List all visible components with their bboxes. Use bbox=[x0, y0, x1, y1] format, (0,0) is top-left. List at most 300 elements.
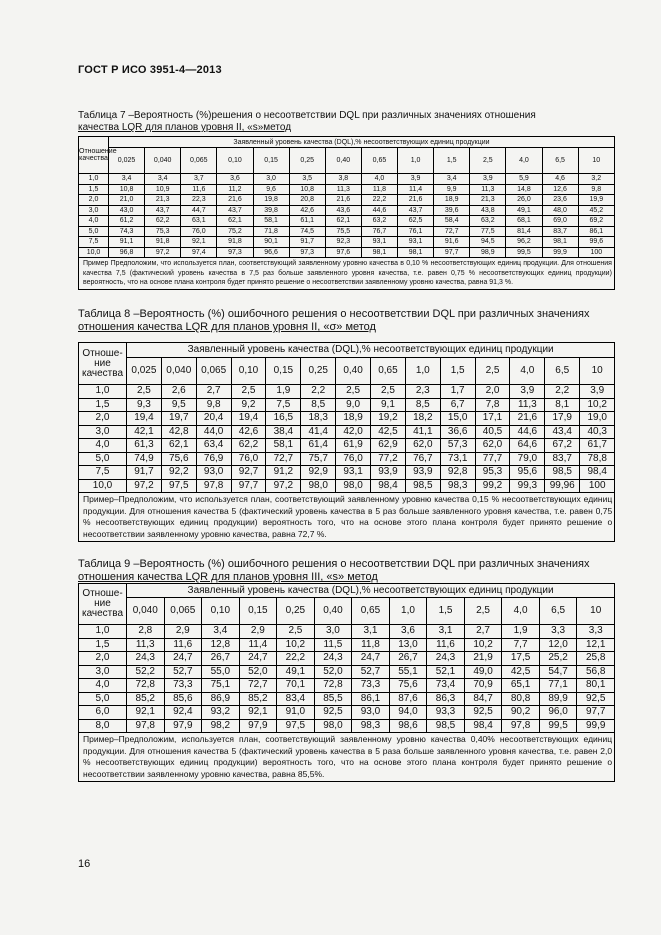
value-cell: 11,3 bbox=[470, 184, 506, 195]
value-cell: 13,0 bbox=[389, 638, 427, 652]
value-cell: 11,8 bbox=[361, 184, 397, 195]
value-cell: 9,8 bbox=[578, 184, 614, 195]
value-cell: 95,3 bbox=[475, 466, 510, 480]
value-cell: 85,2 bbox=[127, 692, 165, 706]
value-cell: 20,8 bbox=[289, 195, 325, 206]
value-cell: 55,1 bbox=[389, 665, 427, 679]
value-cell: 98,1 bbox=[542, 237, 578, 248]
table-row bbox=[79, 692, 615, 706]
value-cell: 62,9 bbox=[371, 439, 406, 453]
value-cell: 22,3 bbox=[181, 195, 217, 206]
column-header: 1,5 bbox=[427, 598, 465, 625]
value-cell: 58,1 bbox=[253, 216, 289, 227]
value-cell: 98,9 bbox=[470, 247, 506, 258]
column-header: 0,025 bbox=[127, 358, 162, 385]
value-cell: 73,3 bbox=[164, 679, 202, 693]
value-cell: 41,1 bbox=[405, 425, 440, 439]
value-cell: 61,3 bbox=[127, 439, 162, 453]
value-cell: 11,2 bbox=[217, 184, 253, 195]
value-cell: 18,9 bbox=[336, 412, 371, 426]
value-cell: 10,2 bbox=[277, 638, 315, 652]
row-header-label: Отношение качества bbox=[79, 137, 109, 174]
value-cell: 11,6 bbox=[427, 638, 465, 652]
value-cell: 45,2 bbox=[578, 205, 614, 216]
value-cell: 11,6 bbox=[164, 638, 202, 652]
value-cell: 99,5 bbox=[539, 719, 577, 733]
value-cell: 97,6 bbox=[325, 247, 361, 258]
value-cell: 91,8 bbox=[217, 237, 253, 248]
value-cell: 76,0 bbox=[336, 452, 371, 466]
value-cell: 98,4 bbox=[371, 479, 406, 493]
value-cell: 49,1 bbox=[277, 665, 315, 679]
value-cell: 91,8 bbox=[145, 237, 181, 248]
value-cell: 19,0 bbox=[580, 412, 615, 426]
value-cell: 75,5 bbox=[325, 226, 361, 237]
value-cell: 68,1 bbox=[506, 216, 542, 227]
value-cell: 43,7 bbox=[145, 205, 181, 216]
column-header: 0,15 bbox=[253, 148, 289, 174]
column-header: 0,15 bbox=[266, 358, 301, 385]
value-cell: 86,3 bbox=[427, 692, 465, 706]
value-cell: 93,1 bbox=[361, 237, 397, 248]
value-cell: 83,4 bbox=[277, 692, 315, 706]
value-cell: 72,8 bbox=[314, 679, 352, 693]
value-cell: 2,2 bbox=[545, 385, 580, 399]
value-cell: 61,1 bbox=[289, 216, 325, 227]
value-cell: 92,4 bbox=[164, 706, 202, 720]
ratio-cell: 1,0 bbox=[79, 385, 127, 399]
value-cell: 3,4 bbox=[145, 174, 181, 185]
value-cell: 55,0 bbox=[202, 665, 240, 679]
value-cell: 15,0 bbox=[440, 412, 475, 426]
column-header: 0,25 bbox=[277, 598, 315, 625]
value-cell: 11,5 bbox=[314, 638, 352, 652]
value-cell: 24,7 bbox=[239, 652, 277, 666]
value-cell: 2,7 bbox=[196, 385, 231, 399]
table9 bbox=[78, 583, 615, 782]
value-cell: 98,0 bbox=[314, 719, 352, 733]
value-cell: 18,3 bbox=[301, 412, 336, 426]
value-cell: 99,9 bbox=[577, 719, 615, 733]
value-cell: 97,4 bbox=[181, 247, 217, 258]
value-cell: 24,3 bbox=[427, 652, 465, 666]
value-cell: 11,8 bbox=[352, 638, 390, 652]
value-cell: 74,3 bbox=[109, 226, 145, 237]
value-cell: 72,7 bbox=[434, 226, 470, 237]
value-cell: 92,2 bbox=[161, 466, 196, 480]
value-cell: 76,7 bbox=[361, 226, 397, 237]
value-cell: 9,2 bbox=[231, 398, 266, 412]
value-cell: 78,8 bbox=[580, 452, 615, 466]
value-cell: 10,8 bbox=[289, 184, 325, 195]
value-cell: 65,1 bbox=[502, 679, 540, 693]
value-cell: 93,0 bbox=[196, 466, 231, 480]
column-header: 4,0 bbox=[502, 598, 540, 625]
value-cell: 62,0 bbox=[475, 439, 510, 453]
value-cell: 11,4 bbox=[239, 638, 277, 652]
column-header: 0,065 bbox=[196, 358, 231, 385]
ratio-cell: 10,0 bbox=[79, 479, 127, 493]
value-cell: 91,0 bbox=[277, 706, 315, 720]
value-cell: 86,1 bbox=[352, 692, 390, 706]
value-cell: 11,4 bbox=[398, 184, 434, 195]
value-cell: 96,2 bbox=[506, 237, 542, 248]
value-cell: 98,5 bbox=[545, 466, 580, 480]
value-cell: 2,5 bbox=[231, 385, 266, 399]
column-header: 0,10 bbox=[202, 598, 240, 625]
table9-caption-line2: отношения качества LQR для планов уровня III, «s» метод bbox=[78, 571, 378, 583]
value-cell: 77,2 bbox=[371, 452, 406, 466]
table7-caption-line2: качества LQR для планов уровня II, «s»метод bbox=[78, 122, 292, 133]
value-cell: 93,0 bbox=[352, 706, 390, 720]
value-cell: 38,4 bbox=[266, 425, 301, 439]
value-cell: 98,4 bbox=[580, 466, 615, 480]
value-cell: 43,8 bbox=[470, 205, 506, 216]
value-cell: 56,8 bbox=[577, 665, 615, 679]
value-cell: 84,7 bbox=[464, 692, 502, 706]
value-cell: 92,9 bbox=[301, 466, 336, 480]
column-header: 0,65 bbox=[352, 598, 390, 625]
table-note: Пример–Предположим, что используется план, соответствующий заявленному уровню качества 0,15 % несоответствующих единиц продукции. Для отношения качества 5 (фактический уровень качества в 5 раз больше заявленного уровня качества, т.е. равен 0,75 % несоответствующих единиц продукции) вероятность того, что на основе этого плана контроля будет принято решение о несоответствии заявленному уровню качества, равна 72,7 %. bbox=[79, 493, 615, 542]
value-cell: 3,9 bbox=[510, 385, 545, 399]
value-cell: 39,6 bbox=[434, 205, 470, 216]
value-cell: 75,7 bbox=[301, 452, 336, 466]
ratio-cell: 5,0 bbox=[79, 452, 127, 466]
value-cell: 42,5 bbox=[371, 425, 406, 439]
value-cell: 74,5 bbox=[289, 226, 325, 237]
value-cell: 77,1 bbox=[539, 679, 577, 693]
column-header: 0,040 bbox=[127, 598, 165, 625]
value-cell: 62,1 bbox=[325, 216, 361, 227]
value-cell: 92,5 bbox=[464, 706, 502, 720]
value-cell: 12,0 bbox=[539, 638, 577, 652]
table-row bbox=[79, 195, 615, 206]
value-cell: 3,6 bbox=[217, 174, 253, 185]
document-header: ГОСТ Р ИСО 3951-4—2013 bbox=[78, 64, 222, 76]
column-header: 1,0 bbox=[405, 358, 440, 385]
value-cell: 64,6 bbox=[510, 439, 545, 453]
value-cell: 92,5 bbox=[314, 706, 352, 720]
value-cell: 3,1 bbox=[352, 625, 390, 639]
value-cell: 42,1 bbox=[127, 425, 162, 439]
value-cell: 8,5 bbox=[301, 398, 336, 412]
ratio-cell: 1,5 bbox=[79, 638, 127, 652]
value-cell: 41,4 bbox=[301, 425, 336, 439]
table-row bbox=[79, 237, 615, 248]
ratio-cell: 7,5 bbox=[79, 237, 109, 248]
value-cell: 3,5 bbox=[289, 174, 325, 185]
value-cell: 18,2 bbox=[405, 412, 440, 426]
value-cell: 3,4 bbox=[109, 174, 145, 185]
value-cell: 11,6 bbox=[181, 184, 217, 195]
value-cell: 98,1 bbox=[361, 247, 397, 258]
value-cell: 43,0 bbox=[109, 205, 145, 216]
value-cell: 2,5 bbox=[127, 385, 162, 399]
value-cell: 17,1 bbox=[475, 412, 510, 426]
value-cell: 69,2 bbox=[578, 216, 614, 227]
value-cell: 76,0 bbox=[231, 452, 266, 466]
column-header: 0,25 bbox=[301, 358, 336, 385]
value-cell: 97,9 bbox=[239, 719, 277, 733]
value-cell: 42,0 bbox=[336, 425, 371, 439]
value-cell: 26,7 bbox=[389, 652, 427, 666]
ratio-cell: 10,0 bbox=[79, 247, 109, 258]
table8-caption bbox=[78, 308, 614, 334]
value-cell: 24,7 bbox=[352, 652, 390, 666]
value-cell: 5,9 bbox=[506, 174, 542, 185]
table-row bbox=[79, 216, 615, 227]
value-cell: 43,6 bbox=[325, 205, 361, 216]
ratio-cell: 7,5 bbox=[79, 466, 127, 480]
ratio-cell: 3,0 bbox=[79, 205, 109, 216]
value-cell: 8,1 bbox=[545, 398, 580, 412]
value-cell: 100 bbox=[578, 247, 614, 258]
value-cell: 21,3 bbox=[145, 195, 181, 206]
value-cell: 98,6 bbox=[389, 719, 427, 733]
table7-caption-line1: Таблица 7 –Вероятность (%)решения о несоответствии DQL при различных значениях отношения bbox=[78, 110, 536, 121]
table7 bbox=[78, 136, 615, 290]
value-cell: 77,5 bbox=[470, 226, 506, 237]
value-cell: 48,0 bbox=[542, 205, 578, 216]
value-cell: 3,9 bbox=[470, 174, 506, 185]
value-cell: 99,6 bbox=[578, 237, 614, 248]
table7-caption bbox=[78, 110, 614, 134]
value-cell: 96,6 bbox=[253, 247, 289, 258]
table-row bbox=[79, 425, 615, 439]
value-cell: 97,2 bbox=[127, 479, 162, 493]
value-cell: 10,9 bbox=[145, 184, 181, 195]
value-cell: 75,6 bbox=[389, 679, 427, 693]
value-cell: 26,0 bbox=[506, 195, 542, 206]
value-cell: 92,7 bbox=[231, 466, 266, 480]
table-row bbox=[79, 439, 615, 453]
column-header: 0,040 bbox=[161, 358, 196, 385]
value-cell: 98,3 bbox=[440, 479, 475, 493]
value-cell: 97,9 bbox=[164, 719, 202, 733]
value-cell: 98,1 bbox=[398, 247, 434, 258]
table-row bbox=[79, 247, 615, 258]
value-cell: 77,7 bbox=[475, 452, 510, 466]
value-cell: 90,1 bbox=[253, 237, 289, 248]
value-cell: 2,5 bbox=[336, 385, 371, 399]
value-cell: 73,3 bbox=[352, 679, 390, 693]
value-cell: 69,0 bbox=[542, 216, 578, 227]
value-cell: 44,6 bbox=[510, 425, 545, 439]
value-cell: 62,0 bbox=[405, 439, 440, 453]
value-cell: 61,9 bbox=[336, 439, 371, 453]
value-cell: 44,6 bbox=[361, 205, 397, 216]
value-cell: 62,5 bbox=[398, 216, 434, 227]
value-cell: 9,8 bbox=[196, 398, 231, 412]
value-cell: 40,3 bbox=[580, 425, 615, 439]
column-header: 0,10 bbox=[217, 148, 253, 174]
value-cell: 91,7 bbox=[289, 237, 325, 248]
ratio-cell: 1,5 bbox=[79, 398, 127, 412]
value-cell: 92,1 bbox=[239, 706, 277, 720]
value-cell: 92,1 bbox=[181, 237, 217, 248]
value-cell: 89,9 bbox=[539, 692, 577, 706]
value-cell: 93,1 bbox=[398, 237, 434, 248]
value-cell: 2,8 bbox=[127, 625, 165, 639]
value-cell: 2,6 bbox=[161, 385, 196, 399]
group-header: Заявленный уровень качества (DQL),% несоответствующих единиц продукции bbox=[127, 584, 615, 598]
value-cell: 93,1 bbox=[336, 466, 371, 480]
table-note: Пример–Предположим, используется план, соответствующий заявленному уровню качества 0,40% несоответствующих единиц продукции. Для отношения качества 5 (фактический уровень качества в 5 раза больше заявленного уровня качества, т.е. равен 2,0 % несоответствующих единиц продукции) вероятность того, что на основе этого плана контроля будет принято решение о несоответствии заявленному уровню качества, равна 85,5%. bbox=[79, 733, 615, 782]
value-cell: 57,3 bbox=[440, 439, 475, 453]
column-header: 0,40 bbox=[325, 148, 361, 174]
table-row bbox=[79, 479, 615, 493]
value-cell: 42,6 bbox=[231, 425, 266, 439]
value-cell: 3,3 bbox=[539, 625, 577, 639]
column-header: 0,25 bbox=[289, 148, 325, 174]
ratio-cell: 2,0 bbox=[79, 652, 127, 666]
column-header: 1,5 bbox=[440, 358, 475, 385]
value-cell: 97,7 bbox=[577, 706, 615, 720]
group-header: Заявленный уровень качества (DQL),% несоответствующих единиц продукции bbox=[127, 343, 615, 358]
value-cell: 72,8 bbox=[127, 679, 165, 693]
value-cell: 3,6 bbox=[389, 625, 427, 639]
value-cell: 1,9 bbox=[266, 385, 301, 399]
value-cell: 76,9 bbox=[196, 452, 231, 466]
value-cell: 19,9 bbox=[578, 195, 614, 206]
value-cell: 80,8 bbox=[502, 692, 540, 706]
table8-caption-line1: Таблица 8 –Вероятность (%) ошибочного решения о несоответствии DQL при различных значениях bbox=[78, 308, 590, 320]
table-row bbox=[79, 412, 615, 426]
value-cell: 97,2 bbox=[145, 247, 181, 258]
column-header: 6,5 bbox=[545, 358, 580, 385]
value-cell: 92,5 bbox=[577, 692, 615, 706]
value-cell: 80,1 bbox=[577, 679, 615, 693]
value-cell: 14,8 bbox=[506, 184, 542, 195]
column-header: 2,5 bbox=[464, 598, 502, 625]
value-cell: 62,2 bbox=[145, 216, 181, 227]
value-cell: 21,9 bbox=[464, 652, 502, 666]
ratio-cell: 1,0 bbox=[79, 174, 109, 185]
value-cell: 42,6 bbox=[289, 205, 325, 216]
value-cell: 99,5 bbox=[506, 247, 542, 258]
value-cell: 3,9 bbox=[398, 174, 434, 185]
column-header: 0,40 bbox=[314, 598, 352, 625]
value-cell: 97,7 bbox=[231, 479, 266, 493]
value-cell: 97,5 bbox=[161, 479, 196, 493]
value-cell: 90,2 bbox=[502, 706, 540, 720]
value-cell: 3,3 bbox=[577, 625, 615, 639]
table-row bbox=[79, 184, 615, 195]
value-cell: 3,0 bbox=[314, 625, 352, 639]
value-cell: 73,1 bbox=[440, 452, 475, 466]
value-cell: 83,7 bbox=[542, 226, 578, 237]
ratio-cell: 4,0 bbox=[79, 216, 109, 227]
value-cell: 6,7 bbox=[440, 398, 475, 412]
value-cell: 25,2 bbox=[539, 652, 577, 666]
value-cell: 76,1 bbox=[398, 226, 434, 237]
value-cell: 18,9 bbox=[434, 195, 470, 206]
value-cell: 19,2 bbox=[371, 412, 406, 426]
column-header: 0,025 bbox=[109, 148, 145, 174]
value-cell: 39,8 bbox=[253, 205, 289, 216]
table-row bbox=[79, 205, 615, 216]
value-cell: 3,1 bbox=[427, 625, 465, 639]
value-cell: 7,5 bbox=[266, 398, 301, 412]
value-cell: 67,2 bbox=[545, 439, 580, 453]
value-cell: 72,7 bbox=[266, 452, 301, 466]
value-cell: 10,2 bbox=[580, 398, 615, 412]
value-cell: 100 bbox=[580, 479, 615, 493]
column-header: 0,10 bbox=[231, 358, 266, 385]
value-cell: 70,9 bbox=[464, 679, 502, 693]
value-cell: 3,7 bbox=[181, 174, 217, 185]
ratio-cell: 3,0 bbox=[79, 665, 127, 679]
value-cell: 2,7 bbox=[464, 625, 502, 639]
value-cell: 2,0 bbox=[475, 385, 510, 399]
value-cell: 21,6 bbox=[510, 412, 545, 426]
table9-caption-line1: Таблица 9 –Вероятность (%) ошибочного решения о несоответствии DQL при различных значениях bbox=[78, 558, 590, 570]
value-cell: 4,0 bbox=[361, 174, 397, 185]
value-cell: 2,9 bbox=[239, 625, 277, 639]
value-cell: 98,5 bbox=[427, 719, 465, 733]
column-header: 0,040 bbox=[145, 148, 181, 174]
value-cell: 81,4 bbox=[506, 226, 542, 237]
value-cell: 7,7 bbox=[502, 638, 540, 652]
column-header: 2,5 bbox=[470, 148, 506, 174]
value-cell: 62,1 bbox=[217, 216, 253, 227]
value-cell: 19,8 bbox=[253, 195, 289, 206]
table-row bbox=[79, 652, 615, 666]
value-cell: 52,7 bbox=[164, 665, 202, 679]
column-header: 4,0 bbox=[510, 358, 545, 385]
value-cell: 96,0 bbox=[539, 706, 577, 720]
value-cell: 1,7 bbox=[440, 385, 475, 399]
value-cell: 83,7 bbox=[545, 452, 580, 466]
value-cell: 11,3 bbox=[325, 184, 361, 195]
value-cell: 21,6 bbox=[217, 195, 253, 206]
value-cell: 98,3 bbox=[352, 719, 390, 733]
value-cell: 9,5 bbox=[161, 398, 196, 412]
value-cell: 98,0 bbox=[336, 479, 371, 493]
value-cell: 11,3 bbox=[127, 638, 165, 652]
value-cell: 19,4 bbox=[231, 412, 266, 426]
column-header: 0,65 bbox=[361, 148, 397, 174]
column-header: 1,0 bbox=[398, 148, 434, 174]
value-cell: 9,9 bbox=[434, 184, 470, 195]
value-cell: 49,0 bbox=[464, 665, 502, 679]
value-cell: 91,1 bbox=[109, 237, 145, 248]
value-cell: 75,6 bbox=[161, 452, 196, 466]
value-cell: 97,7 bbox=[434, 247, 470, 258]
table9-caption bbox=[78, 558, 614, 584]
table-note: Пример Предположим, что используется план, соответствующий заявленному уровню качества в 0,10 % несоответствующих единиц продукции. Для отношения качества 7,5 (фактический уровень качества в 7,5 раз больше заявленного уровня качества, т.е. равен 0,75 % несоответствующих единиц продукции) вероятность, что на основе плана контроля будет принято решение о несоответствии заявленному уровню качества, равна 91,3 %. bbox=[79, 258, 615, 290]
value-cell: 9,3 bbox=[127, 398, 162, 412]
page-number: 16 bbox=[78, 858, 91, 870]
value-cell: 85,6 bbox=[164, 692, 202, 706]
value-cell: 44,0 bbox=[196, 425, 231, 439]
column-header: 10 bbox=[580, 358, 615, 385]
value-cell: 12,6 bbox=[542, 184, 578, 195]
value-cell: 92,1 bbox=[127, 706, 165, 720]
value-cell: 21,3 bbox=[470, 195, 506, 206]
value-cell: 93,9 bbox=[405, 466, 440, 480]
value-cell: 3,4 bbox=[434, 174, 470, 185]
value-cell: 3,9 bbox=[580, 385, 615, 399]
value-cell: 61,2 bbox=[109, 216, 145, 227]
column-header: 6,5 bbox=[539, 598, 577, 625]
value-cell: 75,2 bbox=[217, 226, 253, 237]
value-cell: 93,9 bbox=[371, 466, 406, 480]
value-cell: 92,8 bbox=[440, 466, 475, 480]
value-cell: 52,7 bbox=[352, 665, 390, 679]
value-cell: 7,8 bbox=[475, 398, 510, 412]
value-cell: 2,2 bbox=[301, 385, 336, 399]
